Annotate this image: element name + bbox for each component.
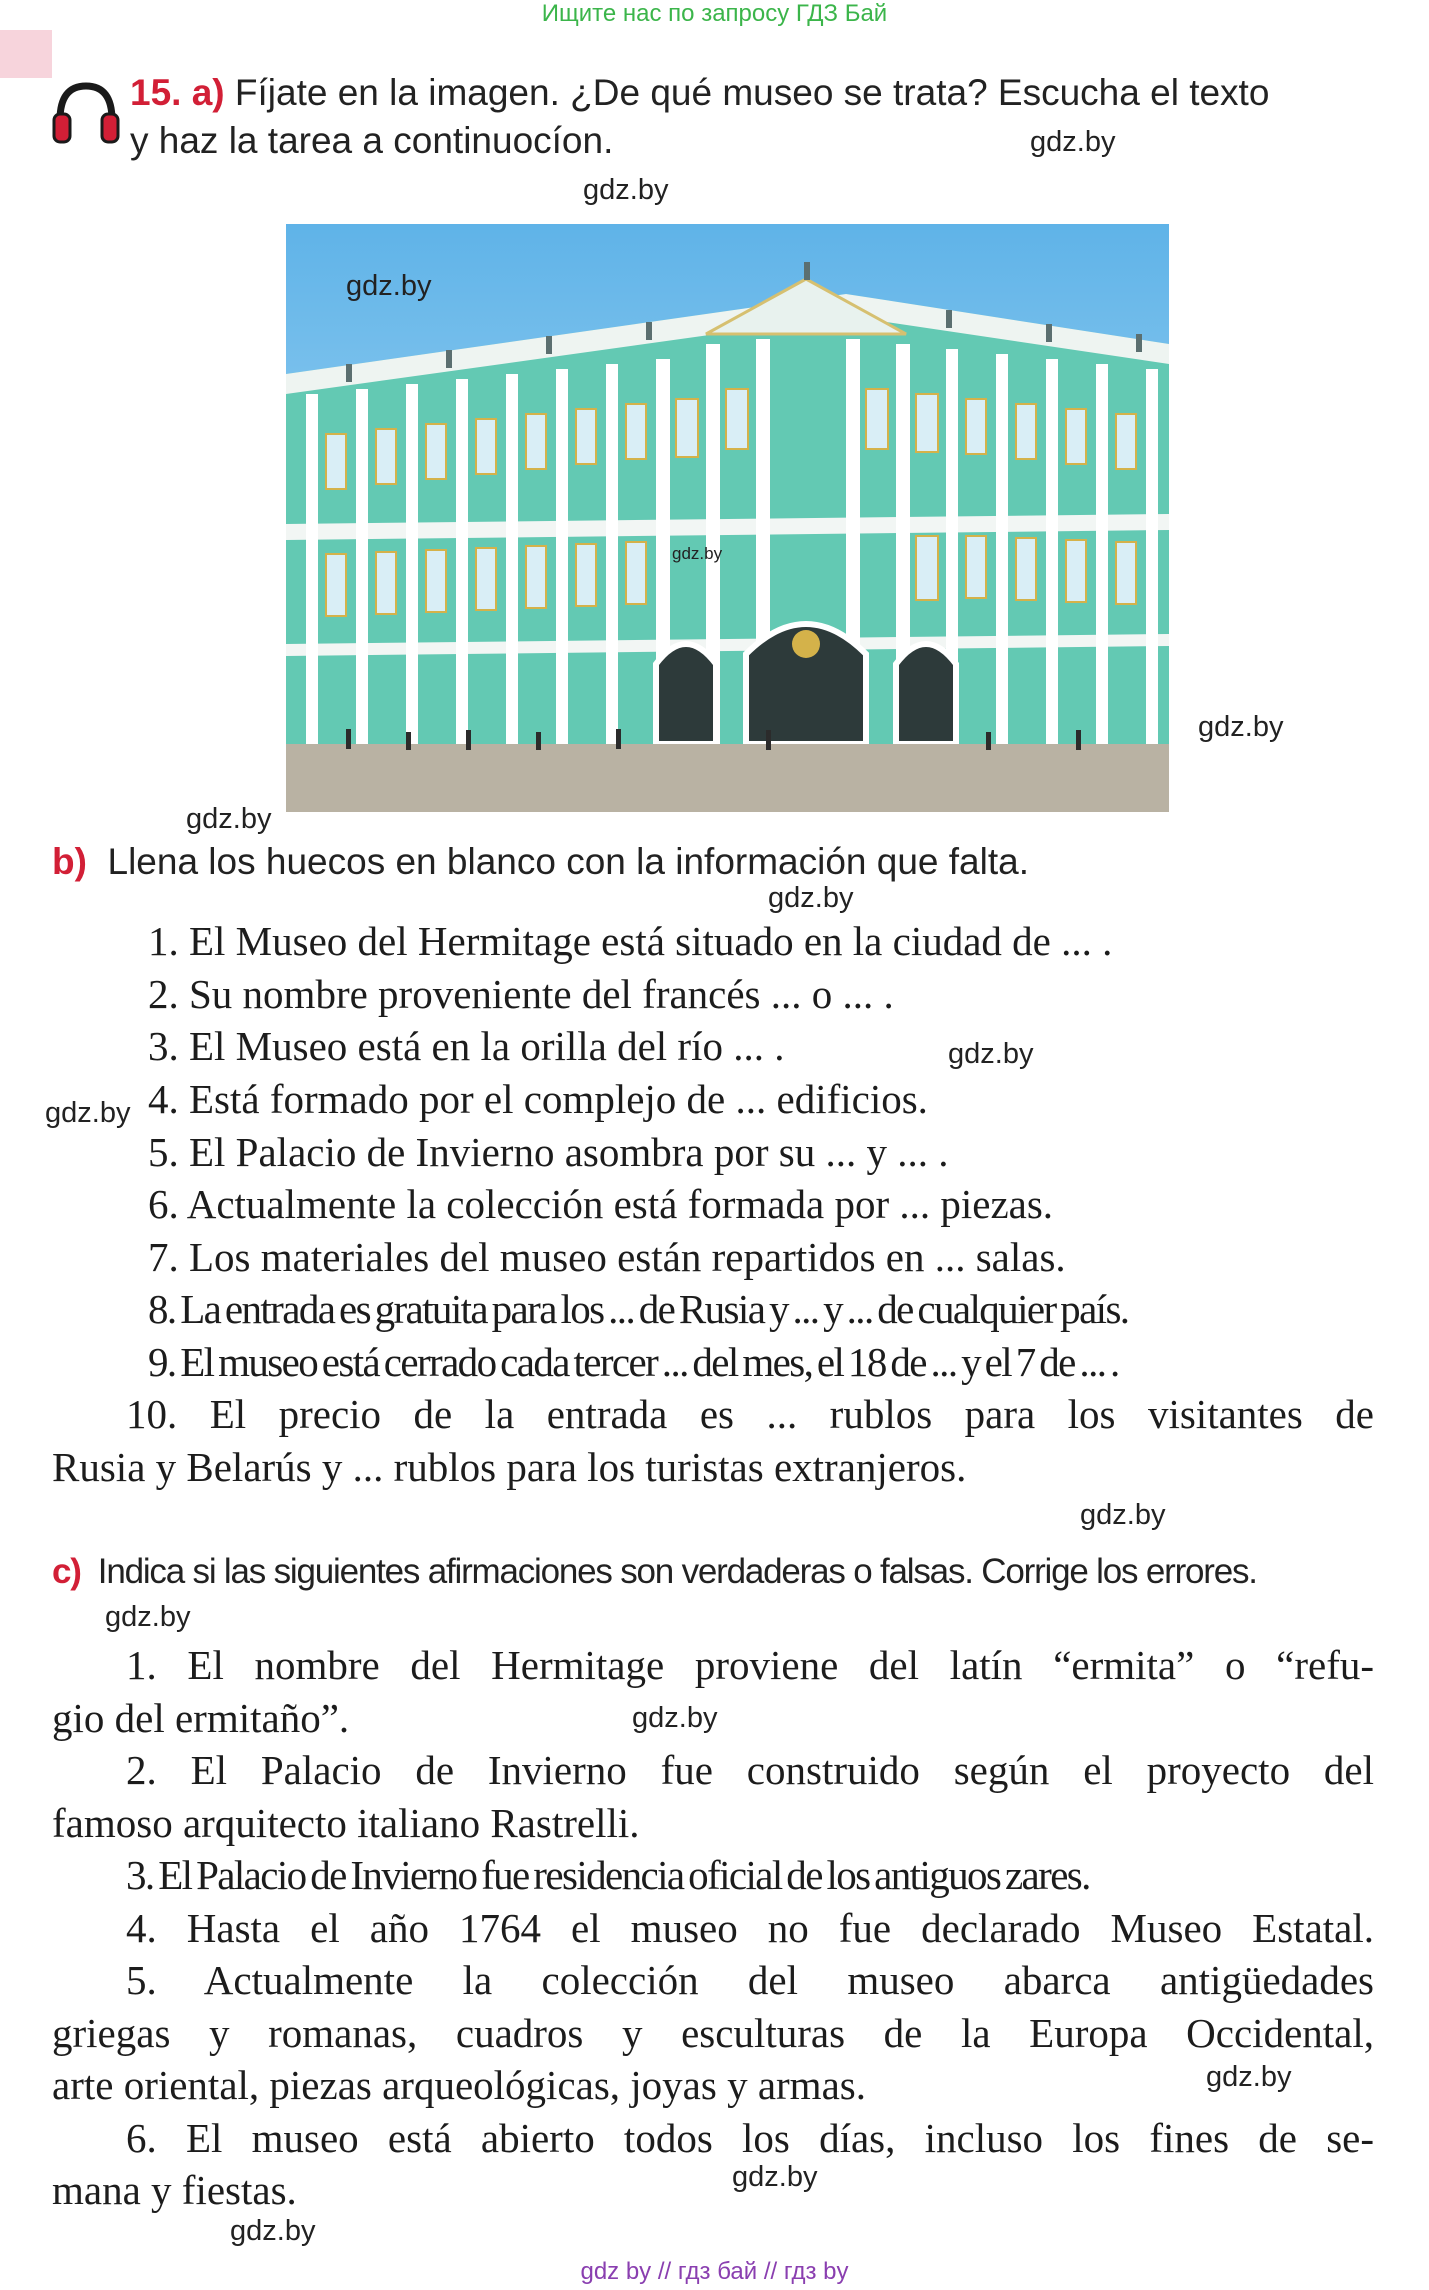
fill-item-10-line2: Rusia y Belarús y ... rublos para los turistas extranjeros.	[52, 1444, 967, 1490]
watermark: gdz.by	[768, 882, 854, 914]
statement-5-line1: 5. Actualmente la colección del museo abarca antigüedades	[126, 1957, 1374, 2003]
watermark: gdz.by	[672, 544, 723, 563]
exercise-number: 15.	[130, 72, 182, 113]
part-a-text: Fíjate en la imagen. ¿De qué museo se trata? Escucha el texto	[234, 72, 1270, 113]
fill-item: 3. El Museo está en la orilla del río ... .	[148, 1023, 785, 1069]
fill-item: 1. El Museo del Hermitage está situado en la ciudad de ... .	[148, 918, 1113, 964]
watermark: gdz.by	[583, 174, 669, 206]
fill-item: 5. El Palacio de Invierno asombra por su ... y ... .	[148, 1129, 949, 1175]
watermark: gdz.by	[632, 1702, 718, 1734]
watermark: gdz.by	[230, 2215, 316, 2247]
page-corner-tab	[0, 30, 52, 78]
fill-item: 6. Actualmente la colección está formada por ... piezas.	[148, 1181, 1054, 1227]
hermitage-photo	[286, 224, 1169, 812]
statement-1-line1: 1. El nombre del Hermitage proviene del latín “ermita” o “refu-	[126, 1642, 1374, 1688]
fill-item: 9. El museo está cerrado cada tercer ... del mes, el 18 de ... y el 7 de ... .	[148, 1339, 1119, 1385]
watermark: gdz.by	[346, 270, 432, 302]
fill-item-10-line1: 10. El precio de la entrada es ... rublos para los visitantes de	[126, 1391, 1374, 1437]
watermark: gdz.by	[1198, 711, 1284, 743]
fill-item: 8. La entrada es gratuita para los ... de Rusia y ... y ... de cualquier país.	[148, 1286, 1129, 1332]
footer-links: gdz by // гдз бай // гдз by	[580, 2258, 849, 2285]
part-a-line1	[130, 72, 1269, 114]
statement-5-line3: arte oriental, piezas arqueológicas, joyas y armas.	[52, 2062, 866, 2108]
headphones-icon	[50, 80, 122, 144]
part-b-marker: b)	[52, 841, 87, 882]
top-banner: Ищите нас по запросу ГДЗ Бай	[541, 0, 888, 27]
part-a-marker: a)	[191, 72, 225, 113]
statement-4: 4. Hasta el año 1764 el museo no fue declarado Museo Estatal.	[126, 1905, 1374, 1951]
part-c-heading	[52, 1552, 1257, 1592]
statement-5-line2: griegas y romanas, cuadros y esculturas de la Europa Occidental,	[52, 2010, 1374, 2056]
part-b-instruction: Llena los huecos en blanco con la información que falta.	[107, 841, 1029, 882]
watermark: gdz.by	[186, 803, 272, 835]
statement-2-line2: famoso arquitecto italiano Rastrelli.	[52, 1800, 640, 1846]
watermark: gdz.by	[1080, 1499, 1166, 1531]
statement-3: 3. El Palacio de Invierno fue residencia oficial de los antiguos zares.	[126, 1852, 1090, 1898]
watermark: gdz.by	[732, 2161, 818, 2193]
fill-item: 2. Su nombre proveniente del francés ... o ... .	[148, 971, 894, 1017]
watermark: gdz.by	[1206, 2061, 1292, 2093]
statement-6-line1: 6. El museo está abierto todos los días, incluso los fines de se-	[126, 2115, 1374, 2161]
watermark: gdz.by	[948, 1038, 1034, 1070]
watermark: gdz.by	[105, 1601, 191, 1633]
statement-2-line1: 2. El Palacio de Invierno fue construido según el proyecto del	[126, 1747, 1374, 1793]
watermark: gdz.by	[45, 1097, 131, 1129]
fill-item: 4. Está formado por el complejo de ... edificios.	[148, 1076, 928, 1122]
statement-1-line2: gio del ermitaño”.	[52, 1695, 350, 1741]
part-c-marker: c)	[52, 1552, 81, 1591]
part-a-line2: y haz la tarea a continuocíon.	[130, 120, 614, 161]
statement-6-line2: mana y fiestas.	[52, 2167, 297, 2213]
part-b-heading	[52, 841, 1029, 883]
fill-item: 7. Los materiales del museo están repartidos en ... salas.	[148, 1234, 1066, 1280]
part-c-instruction: Indica si las siguientes afirmaciones son verdaderas o falsas. Corrige los errores.	[97, 1552, 1257, 1591]
watermark: gdz.by	[1030, 126, 1116, 158]
